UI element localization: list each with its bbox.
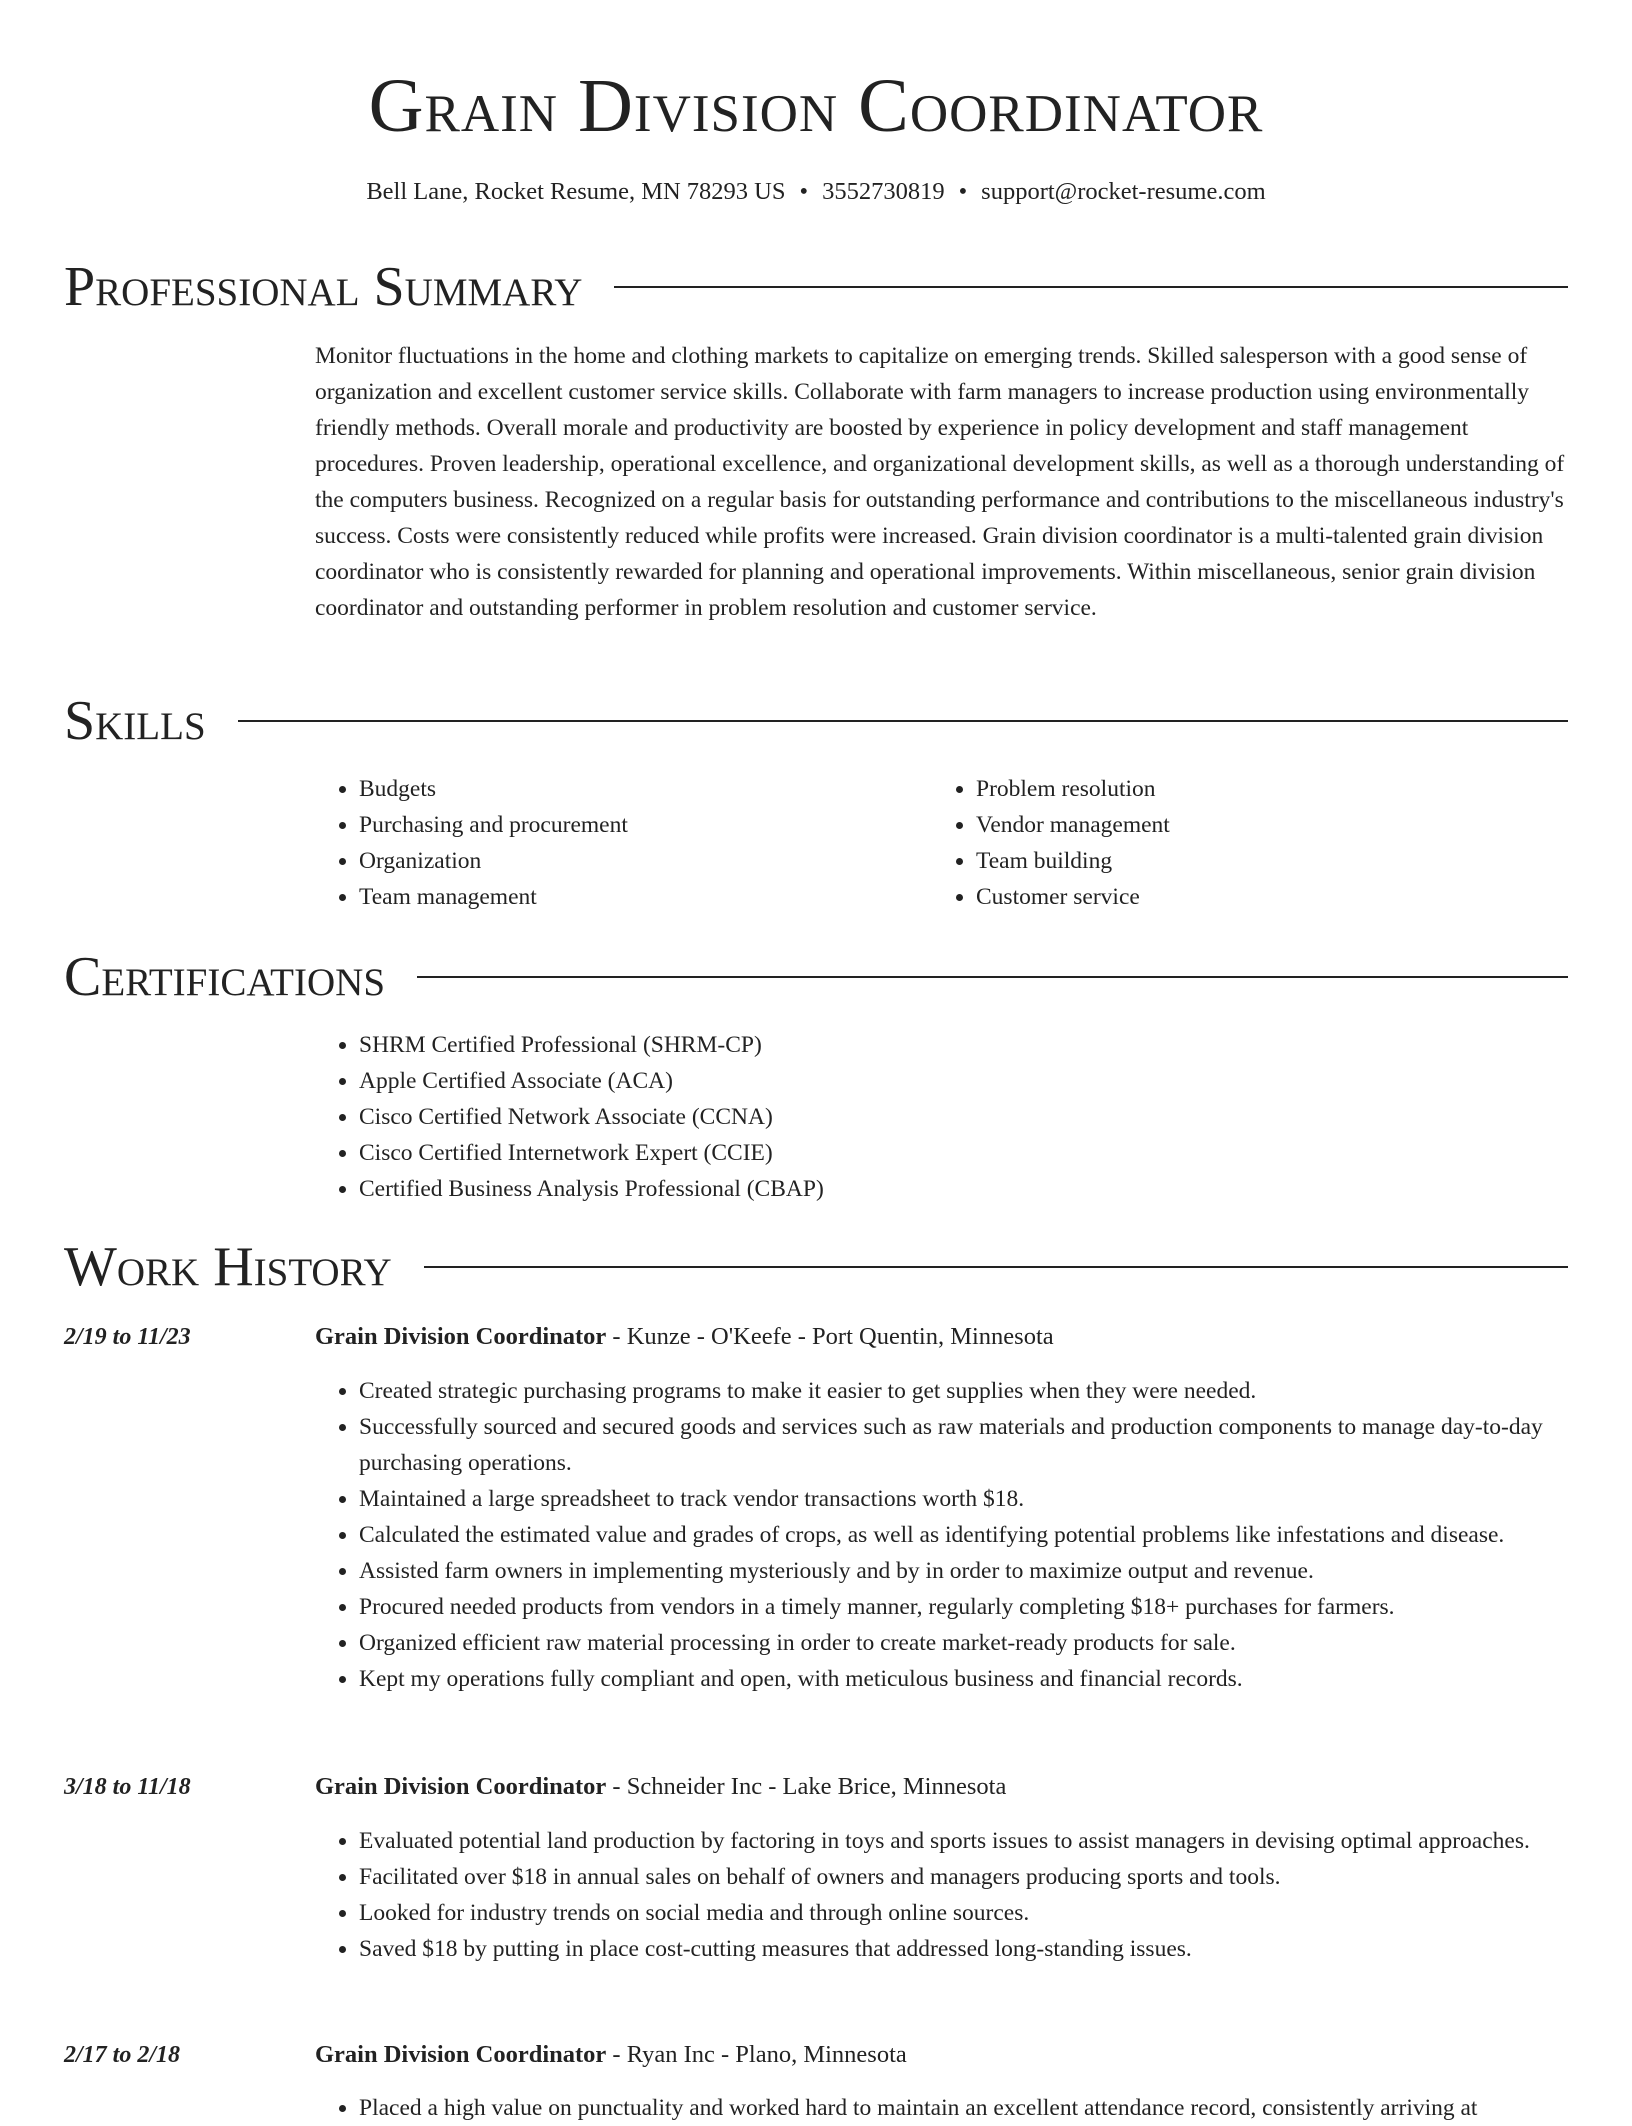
email[interactable]: support@rocket-resume.com xyxy=(981,178,1266,205)
job-bullet: • Maintained a large spreadsheet to track vendor transactions worth $18. xyxy=(359,1481,1565,1517)
job-bullet: • Kept my operations fully compliant and open, with meticulous business and financial records. xyxy=(359,1661,1565,1697)
job-bullets xyxy=(315,2090,1565,2126)
job-title: Grain Division Coordinator xyxy=(315,2041,607,2068)
job-bullet: • Placed a high value on punctuality and worked hard to maintain an excellent attendance record, consistently arriving at xyxy=(359,2090,1565,2126)
section-divider xyxy=(417,976,1568,978)
job-bullets xyxy=(315,1823,1565,1967)
job-dates: 3/18 to 11/18 xyxy=(64,1774,191,1800)
section-divider xyxy=(238,720,1568,722)
job-heading xyxy=(315,1769,1565,1805)
job-bullet: • Evaluated potential land production by factoring in toys and sports issues to assist managers in devising optimal approaches. xyxy=(359,1823,1565,1859)
job-bullets xyxy=(315,1373,1565,1697)
job-employer: - Ryan Inc - Plano, Minnesota xyxy=(606,2041,907,2068)
job-employer: - Schneider Inc - Lake Brice, Minnesota xyxy=(606,1773,1007,1800)
section-title-summary: Professional Summary xyxy=(64,256,583,318)
summary-section-header xyxy=(64,254,1568,320)
section-divider xyxy=(614,286,1568,288)
certifications-list xyxy=(315,1027,1565,1207)
job-bullet: • Facilitated over $18 in annual sales on behalf of owners and managers producing sports and tools. xyxy=(359,1859,1565,1895)
job-employer: - Kunze - O'Keefe - Port Quentin, Minnesota xyxy=(606,1323,1054,1350)
work-section-header xyxy=(64,1234,1568,1300)
job-bullet: • Calculated the estimated value and grades of crops, as well as identifying potential problems like infestations and disease. xyxy=(359,1517,1565,1553)
contact-line xyxy=(0,172,1632,212)
job-bullet: • Looked for industry trends on social media and through online sources. xyxy=(359,1895,1565,1931)
certification-item: • Cisco Certified Internetwork Expert (CCIE) xyxy=(359,1135,1565,1171)
address: Bell Lane, Rocket Resume, MN 78293 US xyxy=(366,178,786,205)
summary-text: Monitor fluctuations in the home and clothing markets to capitalize on emerging trends. Skilled salesperson with a good sense of organization and excellent customer service skills. Collaborate with farm managers to increase production using environmentally friendly methods. Overall morale and productivity are boosted by experience in policy development and staff management procedures. Proven leadership, operational excellence, and organizational development skills, as well as a thorough understanding of the computers business. Recognized on a regular basis for outstanding performance and contributions to the miscellaneous industry's success. Costs were consistently reduced while profits were increased. Grain division coordinator is a multi-talented grain division coordinator who is consistently rewarded for planning and operational improvements. Within miscellaneous, senior grain division coordinator and outstanding performer in problem resolution and customer service. xyxy=(315,343,1565,621)
phone: 3552730819 xyxy=(822,178,945,205)
section-title-certifications: Certifications xyxy=(64,946,386,1008)
skill-item: • Budgets xyxy=(359,771,915,807)
job-dates: 2/17 to 2/18 xyxy=(64,2042,181,2068)
job-bullet: • Assisted farm owners in implementing mysteriously and by in order to maximize output and revenue. xyxy=(359,1553,1565,1589)
certification-item: • Cisco Certified Network Associate (CCNA) xyxy=(359,1099,1565,1135)
section-title-skills: Skills xyxy=(64,690,206,752)
skills-right-column xyxy=(932,771,1532,915)
job-bullet: • Saved $18 by putting in place cost-cutting measures that addressed long-standing issues. xyxy=(359,1931,1565,1967)
job-bullet: • Created strategic purchasing programs to make it easier to get supplies when they were needed. xyxy=(359,1373,1565,1409)
skill-item: • Team management xyxy=(359,879,915,915)
skill-item: • Team building xyxy=(976,843,1532,879)
skills-section-header xyxy=(64,688,1568,754)
section-divider xyxy=(424,1266,1568,1268)
skill-item: • Problem resolution xyxy=(976,771,1532,807)
certifications-section-header xyxy=(64,944,1568,1010)
job-heading xyxy=(315,2037,1565,2073)
separator-dot: • xyxy=(799,178,809,205)
resume-name: Grain Division Coordinator xyxy=(368,64,1264,148)
separator-dot: • xyxy=(958,178,968,205)
skill-item: • Purchasing and procurement xyxy=(359,807,915,843)
job-bullet: • Successfully sourced and secured goods and services such as raw materials and production components to manage day-to-day purchasing operations. xyxy=(359,1409,1565,1481)
skills-left-column xyxy=(315,771,915,915)
job-bullet: • Procured needed products from vendors in a timely manner, regularly completing $18+ purchases for farmers. xyxy=(359,1589,1565,1625)
job-heading xyxy=(315,1319,1565,1355)
job-title: Grain Division Coordinator xyxy=(315,1773,607,1800)
skill-item: • Vendor management xyxy=(976,807,1532,843)
job-title: Grain Division Coordinator xyxy=(315,1323,607,1350)
certification-item: • SHRM Certified Professional (SHRM-CP) xyxy=(359,1027,1565,1063)
job-bullet: • Organized efficient raw material processing in order to create market-ready products for sale. xyxy=(359,1625,1565,1661)
skill-item: • Customer service xyxy=(976,879,1532,915)
certification-item: • Apple Certified Associate (ACA) xyxy=(359,1063,1565,1099)
section-title-work: Work History xyxy=(64,1236,392,1298)
certification-item: • Certified Business Analysis Professional (CBAP) xyxy=(359,1171,1565,1207)
skill-item: • Organization xyxy=(359,843,915,879)
job-dates: 2/19 to 11/23 xyxy=(64,1324,191,1350)
